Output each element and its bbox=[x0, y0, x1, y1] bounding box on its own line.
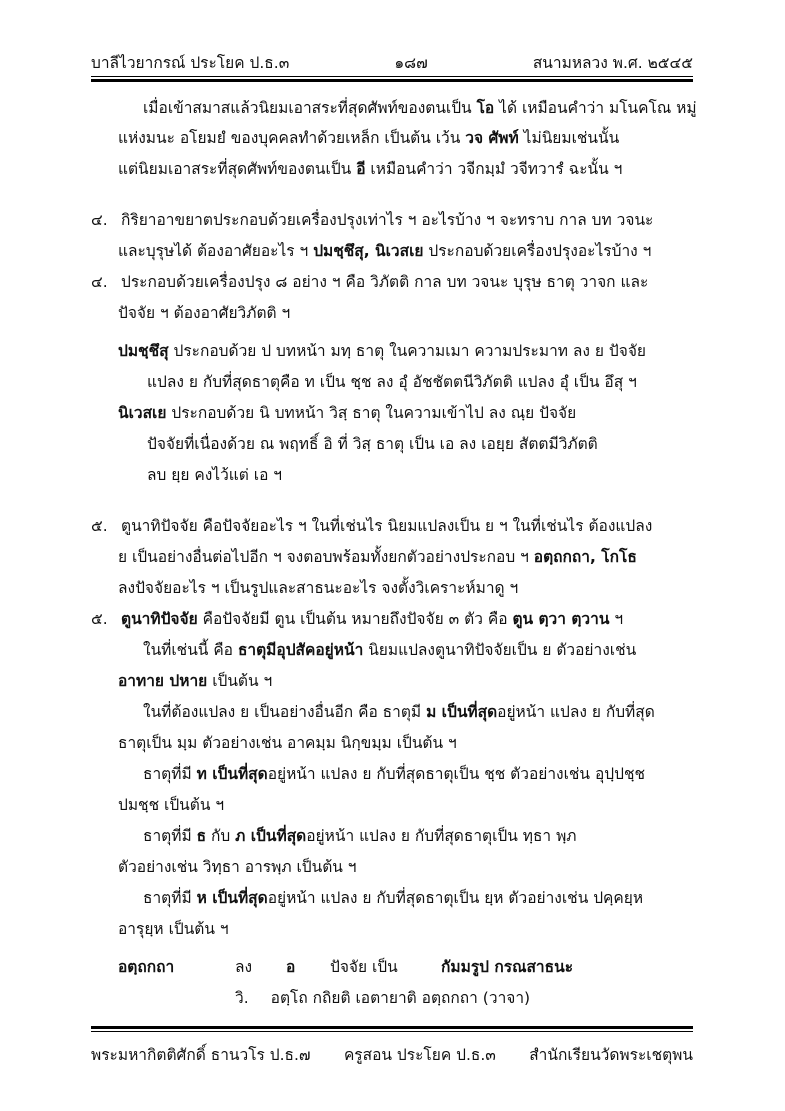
a5-line4: ในที่ต้องแปลง ย เป็นอย่างอื่นอีก คือ ธาตุมี ม เป็นที่สุดอยู่หน้า แปลง ย กับที่สุด bbox=[143, 703, 655, 721]
a5-line6: ธาตุที่มี ท เป็นที่สุดอยู่หน้า แปลง ย กับที่สุดธาตุเป็น ชฺช ตัวอย่างเช่น อุปฺปชฺช bbox=[143, 765, 645, 783]
page-header bbox=[91, 50, 693, 75]
q4-line1: ๔. กิริยาอาขยาตประกอบด้วยเครื่องปรุงเท่าไร ฯ อะไรบ้าง ฯ จะทราบ กาล บท วจนะ bbox=[91, 211, 654, 229]
a5-line8: ธาตุที่มี ธ กับ ภ เป็นที่สุดอยู่หน้า แปลง ย กับที่สุดธาตุเป็น ทฺธา พฺภ bbox=[143, 827, 577, 845]
a4-word2-line2: ปัจจัยที่เนื่องด้วย ณ พฤทธิ์ อิ ที่ วิสฺ ธาตุ เป็น เอ ลง เอยฺย สัตตมีวิภัตติ bbox=[147, 435, 598, 453]
footer-author: พระมหากิตติศักดิ์ ธานวโร ป.ธ.๗ bbox=[91, 1046, 311, 1064]
a5-line5: ธาตุเป็น มฺม ตัวอย่างเช่น อาคมฺม นิกฺขมฺม เป็นต้น ฯ bbox=[118, 734, 457, 752]
a5-line10: ธาตุที่มี ห เป็นที่สุดอยู่หน้า แปลง ย กับที่สุดธาตุเป็น ยฺห ตัวอย่างเช่น ปคฺคยฺห bbox=[143, 889, 644, 907]
header-exam-info: สนามหลวง พ.ศ. ๒๕๔๕ bbox=[532, 54, 693, 72]
a5-line2: ในที่เช่นนี้ คือ ธาตุมีอุปสัคอยู่หน้า นิยมแปลงตูนาทิปัจจัยเป็น ย ตัวอย่างเช่น bbox=[143, 641, 637, 659]
header-rule-thick bbox=[91, 79, 693, 82]
q4-line2: และบุรุษได้ ต้องอาศัยอะไร ฯ ปมชฺชึสุ, นิเวสเย ประกอบด้วยเครื่องปรุงอะไรบ้าง ฯ bbox=[118, 242, 652, 260]
header-rule bbox=[91, 76, 693, 77]
a5-line9: ตัวอย่างเช่น วิทฺธา อารพฺภ เป็นต้น ฯ bbox=[118, 858, 357, 876]
a5-analysis-row: วิ. อตฺโถ กถิยติ เอตายาติ อตฺถกถา (วาจา) bbox=[235, 989, 531, 1007]
a5-grammar-row: อตฺถกถา ลง อ ปัจจัย เป็น กัมมรูป กรณสาธนะ bbox=[118, 958, 574, 976]
q5-line1: ๕. ตูนาทิปัจจัย คือปัจจัยอะไร ฯ ในที่เช่นไร นิยมแปลงเป็น ย ฯ ในที่เช่นไร ต้องแปลง bbox=[91, 517, 653, 535]
para1-line3: แต่นิยมเอาสระที่สุดศัพท์ของตนเป็น อี เหมือนคำว่า วจีกมฺมํ วจีทวารํ ฉะนั้น ฯ bbox=[118, 160, 623, 178]
a4-word2-line3: ลบ ยฺย คงไว้แต่ เอ ฯ bbox=[147, 466, 283, 484]
q5-line3: ลงปัจจัยอะไร ฯ เป็นรูปและสาธนะอะไร จงตั้งวิเคราะห์มาดู ฯ bbox=[118, 579, 519, 597]
footer-role: ครูสอน ประโยค ป.ธ.๓ bbox=[343, 1046, 496, 1064]
footer-institution: สำนักเรียนวัดพระเชตุพน bbox=[529, 1046, 693, 1064]
header-page-number: ๑๘๗ bbox=[394, 54, 428, 72]
a4-line1: ๔. ประกอบด้วยเครื่องปรุง ๘ อย่าง ฯ คือ วิภัตติ กาล บท วจนะ บุรุษ ธาตุ วาจก และ bbox=[91, 273, 649, 291]
a5-line3: อาทาย ปหาย เป็นต้น ฯ bbox=[118, 672, 273, 690]
footer-rule-thick bbox=[91, 1026, 693, 1029]
para1-line1: เมื่อเข้าสมาสแล้วนิยมเอาสระที่สุดศัพท์ของตนเป็น โอ ได้ เหมือนคำว่า มโนคโณ หมู่ bbox=[143, 99, 697, 117]
header-book-title: บาลีไวยากรณ์ ประโยค ป.ธ.๓ bbox=[91, 54, 290, 72]
a5-line11: อารุยฺห เป็นต้น ฯ bbox=[118, 920, 229, 938]
q5-line2: ย เป็นอย่างอื่นต่อไปอีก ฯ จงตอบพร้อมทั้งยกตัวอย่างประกอบ ฯ อตฺถกถา, โกโธ bbox=[118, 548, 637, 566]
a4-word1-line2: แปลง ย กับที่สุดธาตุคือ ท เป็น ชฺช ลง อุํ อัชชัตตนีวิภัตติ แปลง อุํ เป็น อึสุ ฯ bbox=[147, 373, 637, 391]
a4-word2: นิเวสเย ประกอบด้วย นิ บทหน้า วิสฺ ธาตุ ในความเข้าไป ลง ณฺย ปัจจัย bbox=[118, 404, 577, 422]
page-footer bbox=[91, 1042, 693, 1067]
a5-line1: ๕. ตูนาทิปัจจัย คือปัจจัยมี ตูน เป็นต้น หมายถึงปัจจัย ๓ ตัว คือ ตูน ตฺวา ตฺวาน ฯ bbox=[91, 610, 624, 628]
footer-rule bbox=[91, 1031, 693, 1032]
a5-line7: ปมชฺช เป็นต้น ฯ bbox=[118, 796, 225, 814]
a4-line2: ปัจจัย ฯ ต้องอาศัยวิภัตติ ฯ bbox=[118, 304, 291, 322]
a4-word1: ปมชฺชึสุ ประกอบด้วย ป บทหน้า มทฺ ธาตุ ในความเมา ความประมาท ลง ย ปัจจัย bbox=[118, 342, 647, 360]
para1-line2: แห่งมนะ อโยมยํ ของบุคคลทำด้วยเหล็ก เป็นต้น เว้น วจ ศัพท์ ไม่นิยมเช่นนั้น bbox=[118, 129, 620, 147]
